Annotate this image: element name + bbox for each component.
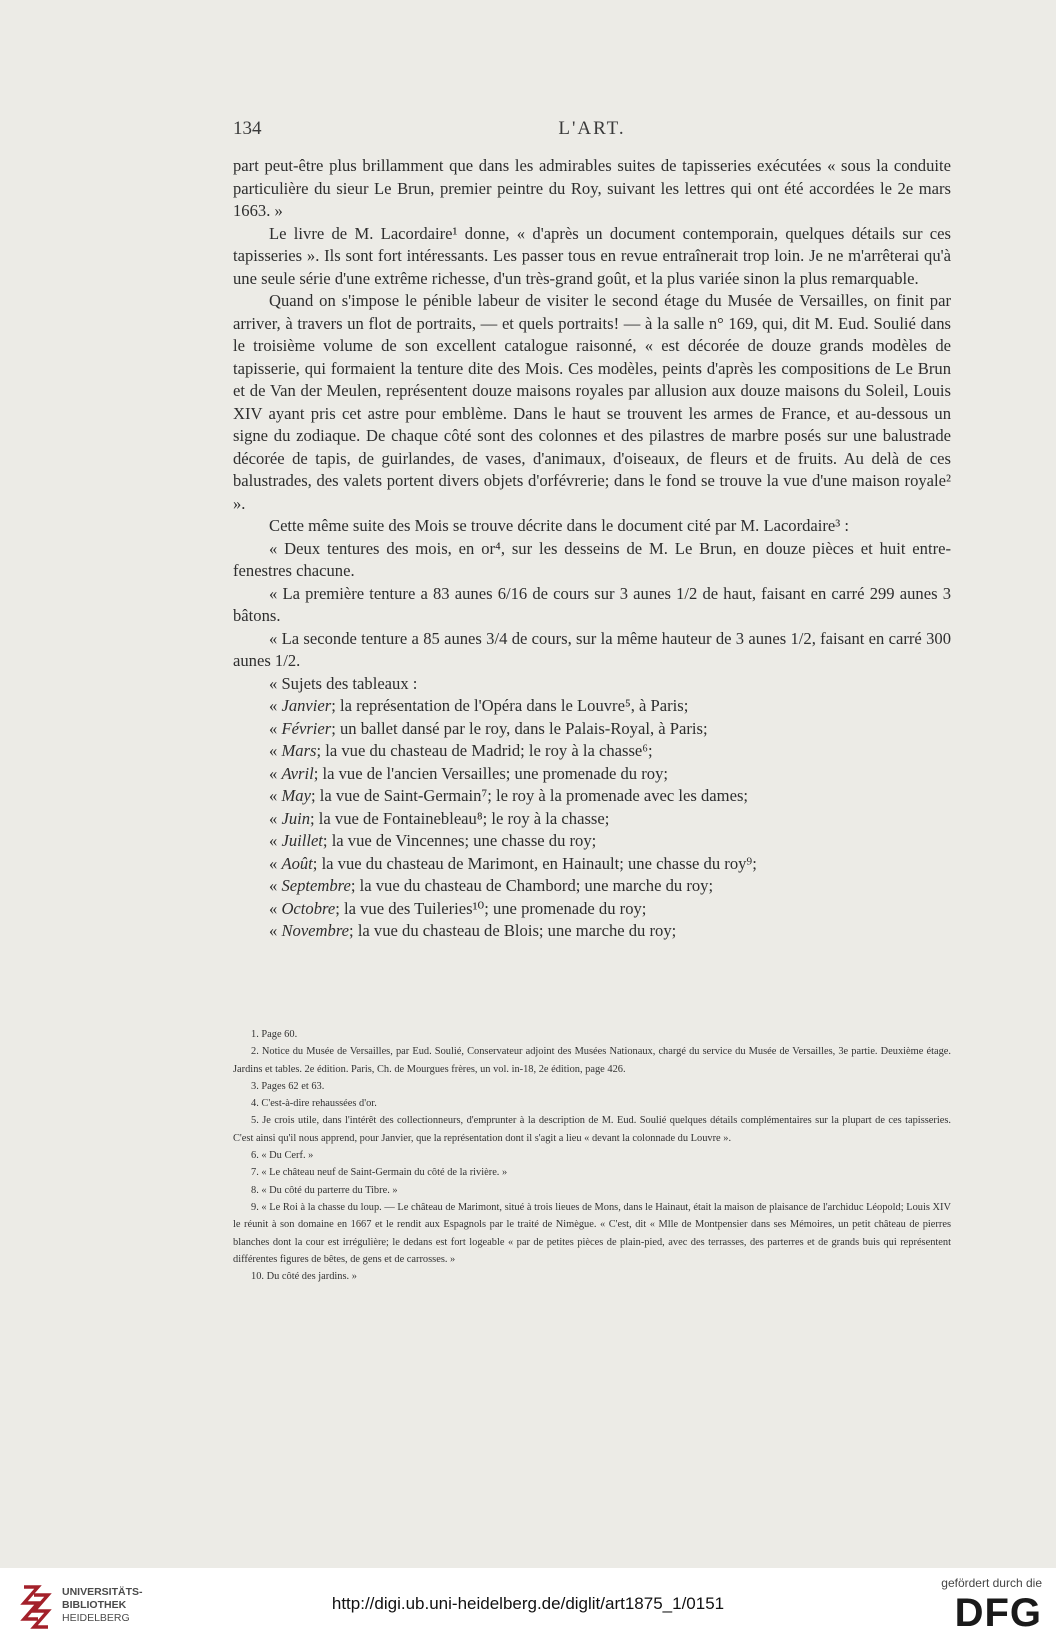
paragraph: « La seconde tenture a 85 aunes 3/4 de cours, sur la même hauteur de 3 aunes 1/2, faisant en carré 300 aunes 1/2. — [233, 628, 951, 670]
month-entry: « Septembre; la vue du chasteau de Chambord; une marche du roy; — [269, 876, 714, 895]
month-text: la vue de Fontainebleau⁸; le roy à la chasse; — [318, 808, 610, 828]
footer-bar — [0, 1568, 1056, 1647]
library-name-line: BIBLIOTHEK — [62, 1599, 127, 1611]
journal-title: L'ART. — [558, 118, 626, 139]
month-name: Avril — [281, 763, 314, 783]
paragraph: « Sujets des tableaux : — [269, 673, 418, 693]
month-entry: « Avril; la vue de l'ancien Versailles; une promenade du roy; — [269, 763, 668, 783]
month-entry: « Novembre; la vue du chasteau de Blois; une marche du roy; — [269, 921, 677, 940]
month-name: Novembre — [281, 921, 350, 940]
paragraph: « Deux tentures des mois, en or⁴, sur les desseins de M. Le Brun, en douze pièces et huit entre-fenestres chacune. — [233, 538, 951, 580]
month-text: la vue du chasteau de Madrid; le roy à la chasse⁶; — [325, 741, 653, 760]
month-entry: « Août; la vue du chasteau de Marimont, en Hainault; une chasse du roy⁹; — [269, 853, 757, 873]
month-name: May — [281, 786, 311, 805]
month-entry: « May; la vue de Saint-Germain⁷; le roy à la promenade avec les dames; — [269, 786, 749, 805]
funder-credit[interactable] — [932, 1576, 1042, 1636]
article-body — [233, 155, 951, 943]
month-text: la vue du chasteau de Blois; une marche du roy; — [357, 921, 677, 940]
month-name: Juillet — [281, 831, 323, 850]
month-name: Août — [281, 853, 313, 873]
month-text: la représentation de l'Opéra dans le Louvre⁵, à Paris; — [339, 696, 689, 715]
month-text: la vue du chasteau de Chambord; une marche du roy; — [359, 876, 714, 895]
month-name: Juin — [281, 808, 311, 828]
permalink-url[interactable]: http://digi.ub.uni-heidelberg.de/diglit/art1875_1/0151 — [331, 1594, 725, 1613]
month-name: Janvier — [281, 696, 332, 715]
footnote: 9. « Le Roi à la chasse du loup. — Le château de Marimont, situé à trois lieues de Mons, dans le Hainaut, était la maison de plaisance de l'archiduc Léopold; Louis XIV le réunit à son domaine en 1667 et le rendit aux Espagnols par le traité de Nimègue. « C'est, dit « Mlle de Montpensier dans ses Mémoires, un petit château de pierres blanches dont la cour est irrégulière; le dedans est fort logeable « par de petites pièces de plain-pied, avec des terrasses, des parterres et de grands buis qui représentent différentes figures de bêtes, de gens et de carrosses. » — [233, 1201, 951, 1265]
month-entry: « Mars; la vue du chasteau de Madrid; le roy à la chasse⁶; — [269, 741, 653, 760]
month-entry: « Octobre; la vue des Tuileries¹⁰; une promenade du roy; — [269, 898, 647, 918]
month-text: la vue de Saint-Germain⁷; le roy à la promenade avec les dames; — [319, 786, 749, 805]
footnote: 8. « Du côté du parterre du Tibre. » — [251, 1184, 398, 1196]
footnote: 1. Page 60. — [251, 1029, 298, 1040]
footnote: 5. Je crois utile, dans l'intérêt des collectionneurs, d'emprunter à la description de M. Eud. Soulié quelques détails complémentaires sur la plupart de ces tapisseries. C'est ainsi qu'il nous apprend, pour Janvier, que la représentation dont il s'agit a lieu « devant la colonnade du Louvre ». — [233, 1115, 951, 1144]
library-name-line: HEIDELBERG — [62, 1612, 130, 1624]
footnote: 2. Notice du Musée de Versailles, par Eud. Soulié, Conservateur adjoint des Musées Nationaux, chargé du service du Musée de Versailles, 3e partie. Deuxième étage. Jardins et tables. 2e édition. Paris, Ch. de Mourgues frères, un vol. in-18, 2e édition, page 426. — [233, 1046, 951, 1075]
month-entry: « Janvier; la représentation de l'Opéra dans le Louvre⁵, à Paris; — [269, 696, 689, 715]
paragraph: Cette même suite des Mois se trouve décrite dans le document cité par M. Lacordaire³ : — [269, 516, 850, 535]
month-text: la vue des Tuileries¹⁰; une promenade du roy; — [343, 898, 647, 918]
footnote: 7. « Le château neuf de Saint-Germain du côté de la rivière. » — [251, 1167, 508, 1179]
library-name-line: UNIVERSITÄTS- — [62, 1586, 143, 1598]
month-text: un ballet dansé par le roy, dans le Palais-Royal, à Paris; — [339, 718, 708, 738]
month-name: Février — [281, 718, 332, 738]
month-entry: « Juin; la vue de Fontainebleau⁸; le roy à la chasse; — [269, 808, 610, 828]
running-head — [233, 118, 951, 142]
month-text: la vue de l'ancien Versailles; une promenade du roy; — [322, 763, 668, 783]
month-name: Septembre — [281, 876, 351, 895]
funded-by-label: gefördert durch die — [941, 1576, 1042, 1590]
month-text: la vue de Vincennes; une chasse du roy; — [331, 831, 597, 850]
month-entry: « Février; un ballet dansé par le roy, dans le Palais-Royal, à Paris; — [269, 718, 708, 738]
footnote: 10. Du côté des jardins. » — [251, 1271, 357, 1283]
dfg-logo: DFG — [954, 1591, 1042, 1635]
footnotes — [233, 1026, 951, 1285]
month-name: Mars — [281, 741, 317, 760]
page-number: 134 — [233, 118, 262, 139]
month-entry: « Juillet; la vue de Vincennes; une chasse du roy; — [269, 831, 597, 850]
footnote: 6. « Du Cerf. » — [251, 1150, 314, 1162]
paragraph: Quand on s'impose le pénible labeur de visiter le second étage du Musée de Versailles, on finit par arriver, à travers un flot de portraits, — et quels portraits! — à la salle n° 169, qui, dit M. Eud. Soulié dans le troisième volume de son excellent catalogue raisonné, « est décorée de douze grands modèles de tapisserie, qui formaient la tenture dite des Mois. Ces modèles, peints d'après les compositions de Le Brun et de Van der Meulen, représentent douze maisons royales par allusion aux douze maisons du Soleil, Louis XIV ayant pris cet astre pour emblème. Dans le haut se trouvent les armes de France, et au-dessous un signe du zodiaque. De chaque côté sont des colonnes et des pilastres de marbre posés sur une balustrade décorée de tapis, de guirlandes, de vases, d'animaux, d'oiseaux, de fleurs et de fruits. Au delà de ces balustrades, des valets portent divers objets d'orfévrerie; dans le fond se trouve la vue d'une maison royale² ». — [233, 291, 951, 513]
paragraph: « La première tenture a 83 aunes 6/16 de cours sur 3 aunes 1/2 de haut, faisant en carré 299 aunes 3 bâtons. — [233, 583, 951, 625]
month-text: la vue du chasteau de Marimont, en Hainault; une chasse du roy⁹; — [321, 853, 757, 873]
footnote: 4. C'est-à-dire rehaussées d'or. — [251, 1098, 377, 1110]
footnote: 3. Pages 62 et 63. — [251, 1080, 325, 1092]
month-name: Octobre — [281, 898, 336, 918]
paragraph: Le livre de M. Lacordaire¹ donne, « d'après un document contemporain, quelques détails sur ces tapisseries ». Ils sont fort intéressants. Les passer tous en revue entraînerait trop loin. Je ne m'arrêterai qu'à une seule série d'une extrême richesse, d'un très-grand goût, et la plus variée sinon la plus remarquable. — [233, 223, 951, 288]
month-list — [233, 695, 951, 943]
paragraph: part peut-être plus brillamment que dans les admirables suites de tapisseries exécutées « sous la conduite particulière du sieur Le Brun, premier peintre du Roy, suivant les lettres qui ont été accordées le 2e mars 1663. » — [233, 156, 951, 220]
